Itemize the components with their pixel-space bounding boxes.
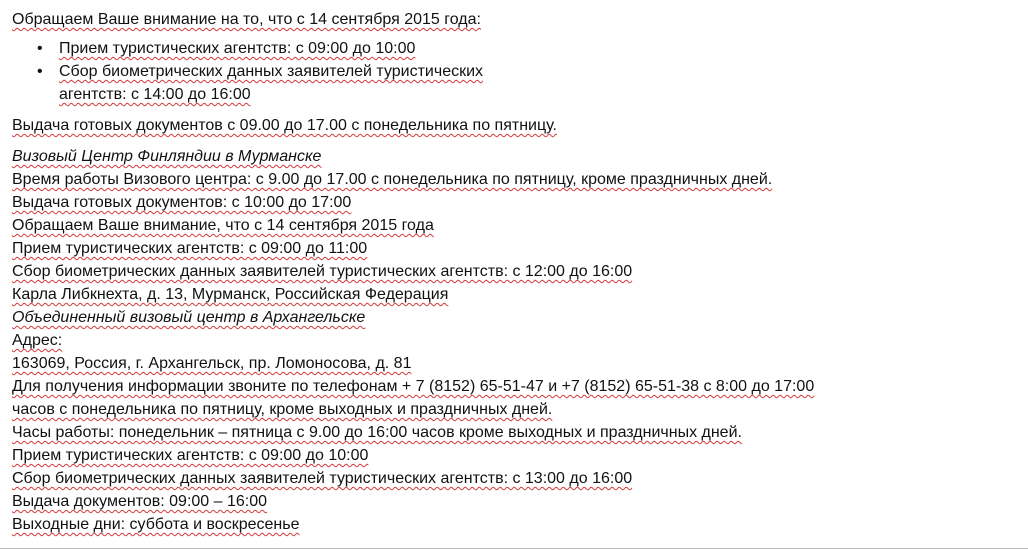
- arkhangelsk-line: часов с понедельника по пятницу, кроме выходных и праздничных дней.: [12, 401, 553, 418]
- intro-text: Обращаем Ваше внимание на то, что с 14 сентября 2015 года:: [12, 11, 481, 28]
- documents-issue-text: Выдача готовых документов с 09.00 до 17.00 с понедельника по пятницу.: [12, 117, 557, 134]
- arkhangelsk-address: 163069, Россия, г. Архангельск, пр. Ломоносова, д. 81: [12, 355, 412, 372]
- arkhangelsk-line: Выдача документов: 09:00 – 16:00: [12, 493, 268, 510]
- arkhangelsk-line: Выходные дни: суббота и воскресенье: [12, 516, 300, 533]
- murmansk-line: Сбор биометрических данных заявителей туристических агентств: с 12:00 до 16:00: [12, 263, 633, 280]
- murmansk-line: Выдача готовых документов: с 10:00 до 17:00: [12, 194, 352, 211]
- bullet-dot-icon: •: [37, 63, 43, 80]
- arkhangelsk-line: Часы работы: понедельник – пятница с 9.00 до 16:00 часов кроме выходных и праздничных дней.: [12, 424, 742, 441]
- document-page: [12, 8, 1012, 536]
- arkhangelsk-line: Прием туристических агентств: с 09:00 до 10:00: [12, 447, 369, 464]
- arkhangelsk-title: Объединенный визовый центр в Архангельске: [12, 309, 366, 326]
- murmansk-line: Прием туристических агентств: с 09:00 до 11:00: [12, 240, 368, 257]
- murmansk-address: Карла Либкнехта, д. 13, Мурманск, Российская Федерация: [12, 286, 449, 303]
- murmansk-line: Обращаем Ваше внимание, что с 14 сентября 2015 года: [12, 217, 434, 234]
- bullet-dot-icon: •: [37, 40, 43, 57]
- bullet-item-biometrics: • Сбор биометрических данных заявителей туристических агентств: с 14:00 до 16:00: [12, 60, 1012, 106]
- bullet-item-agencies: • Прием туристических агентств: с 09:00 до 10:00: [12, 37, 1012, 60]
- murmansk-title: Визовый Центр Финляндии в Мурманске: [12, 148, 322, 165]
- arkhangelsk-line: Для получения информации звоните по телефонам + 7 (8152) 65-51-47 и +7 (8152) 65-51-38 с 8:00 до 17:00: [12, 378, 815, 395]
- arkhangelsk-line: Адрес:: [12, 332, 63, 349]
- bottom-divider: [0, 548, 1028, 549]
- bullet-list: [12, 37, 1012, 106]
- murmansk-line: Время работы Визового центра: с 9.00 до 17.00 с понедельника по пятницу, кроме праздничных дней.: [12, 171, 773, 188]
- arkhangelsk-line: Сбор биометрических данных заявителей туристических агентств: с 13:00 до 16:00: [12, 470, 633, 487]
